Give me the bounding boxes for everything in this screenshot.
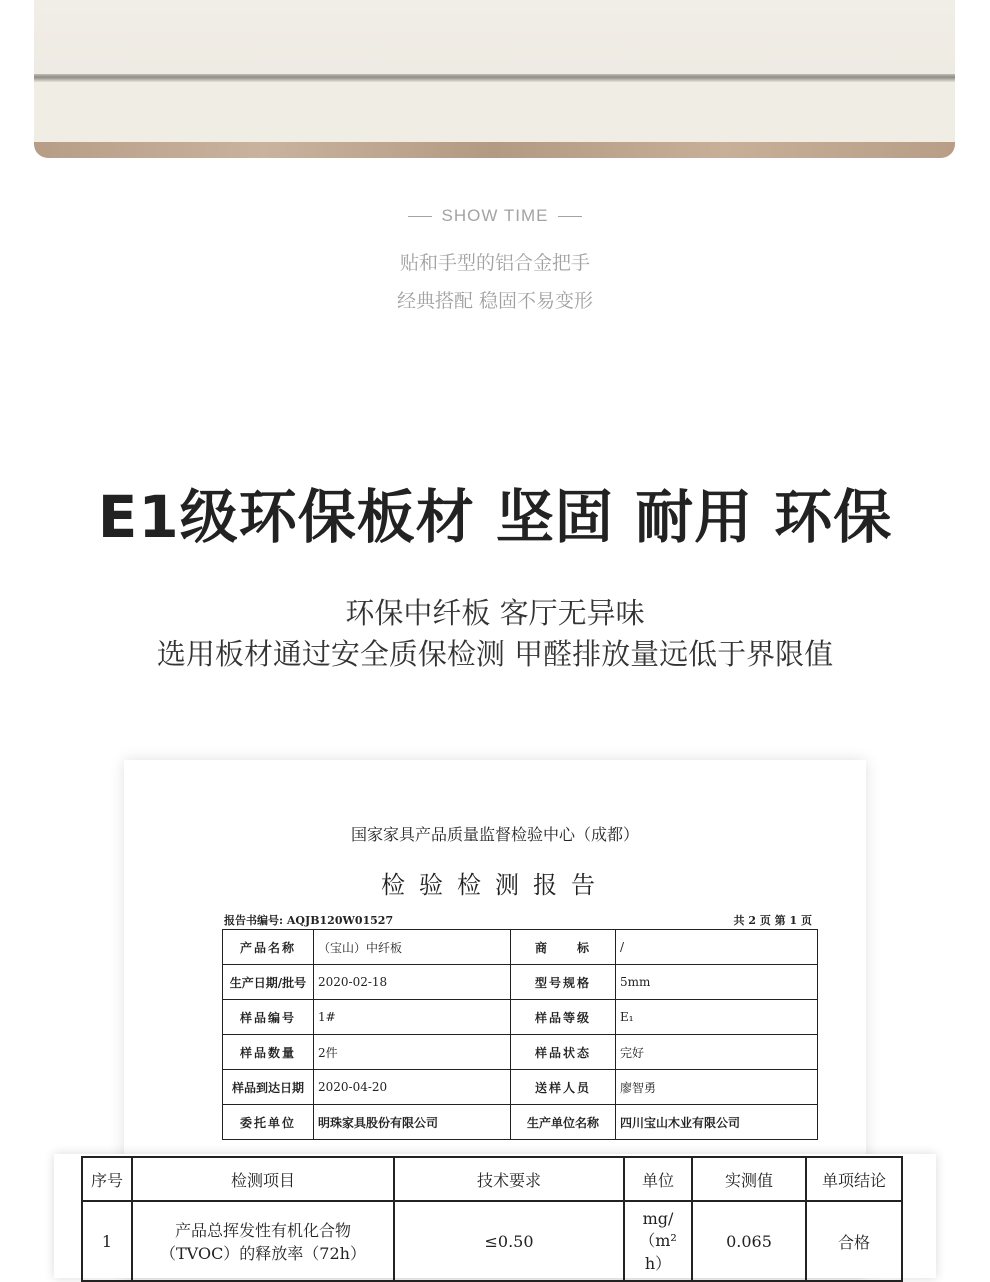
unit-line-1: mg/（m² [639,1208,677,1250]
info-value: 完好 [616,1035,818,1070]
show-time-text: SHOW TIME [441,206,549,225]
info-value: 四川宝山木业有限公司 [616,1105,818,1140]
col-header-measured: 实测值 [692,1157,806,1201]
info-row [223,1070,818,1105]
info-label: 生产日期/批号 [223,965,314,1000]
table-row [82,1201,902,1281]
description-line-1: 环保中纤板 客厅无异味 [345,596,645,630]
info-label: 样品等级 [511,1000,616,1035]
cell-item [132,1201,394,1281]
cell-unit [624,1201,692,1281]
report-page: 共 2 页 第 1 页 [733,914,812,927]
report-info-table [222,929,818,1140]
info-value: E₁ [616,1000,818,1035]
dash-right [558,216,582,217]
info-row [223,965,818,1000]
cell-requirement: ≤0.50 [394,1201,624,1281]
info-label: 样品到达日期 [223,1070,314,1105]
info-row [223,1000,818,1035]
cell-conclusion: 合格 [806,1201,902,1281]
info-label: 样品状态 [511,1035,616,1070]
cell-measured: 0.065 [692,1201,806,1281]
results-table-card [54,1154,936,1278]
section-headline: E1级环保板材 坚固 耐用 环保 [97,483,893,551]
col-header-requirement: 技术要求 [394,1157,624,1201]
aluminum-handle [34,74,955,82]
info-value: 2020-02-18 [314,965,511,1000]
cabinet-panel [34,82,955,142]
info-value: 廖智勇 [616,1070,818,1105]
info-label: 型号规格 [511,965,616,1000]
results-header-row [82,1157,902,1201]
description-line-2: 选用板材通过安全质保检测 甲醛排放量远低于界限值 [156,637,834,671]
info-label: 样品数量 [223,1035,314,1070]
info-value: 1# [314,1000,511,1035]
results-table [81,1156,903,1282]
info-value: 2件 [314,1035,511,1070]
dash-left [408,216,432,217]
feature-line-1: 贴和手型的铝合金把手 [399,252,590,274]
col-header-unit: 单位 [624,1157,692,1201]
info-label: 产品名称 [223,930,314,965]
info-row [223,1035,818,1070]
report-org: 国家家具产品质量监督检验中心（成都） [350,825,639,844]
report-title: 检验检测报告 [381,871,609,899]
info-row [223,1105,818,1140]
info-row [223,930,818,965]
col-header-item: 检测项目 [132,1157,394,1201]
product-photo [34,0,955,158]
info-value: 5mm [616,965,818,1000]
info-value: 2020-04-20 [314,1070,511,1105]
info-value: 明珠家具股份有限公司 [314,1105,511,1140]
info-label: 委托单位 [223,1105,314,1140]
info-label: 送样人员 [511,1070,616,1105]
info-value: （宝山）中纤板 [314,930,511,965]
col-header-no: 序号 [82,1157,132,1201]
info-label: 样品编号 [223,1000,314,1035]
wood-edge [34,142,955,158]
cell-no: 1 [82,1201,132,1281]
report-number: 报告书编号: AQJB120W01527 [224,914,394,927]
item-line-2: （TVOC）的释放率（72h） [160,1244,366,1263]
info-label: 商 标 [511,930,616,965]
info-label: 生产单位名称 [511,1105,616,1140]
col-header-conclusion: 单项结论 [806,1157,902,1201]
feature-line-2: 经典搭配 稳固不易变形 [396,290,594,312]
show-time-label [0,206,990,226]
info-value: / [616,930,818,965]
item-line-1: 产品总挥发性有机化合物 [174,1221,351,1240]
unit-line-2: h） [644,1253,672,1273]
